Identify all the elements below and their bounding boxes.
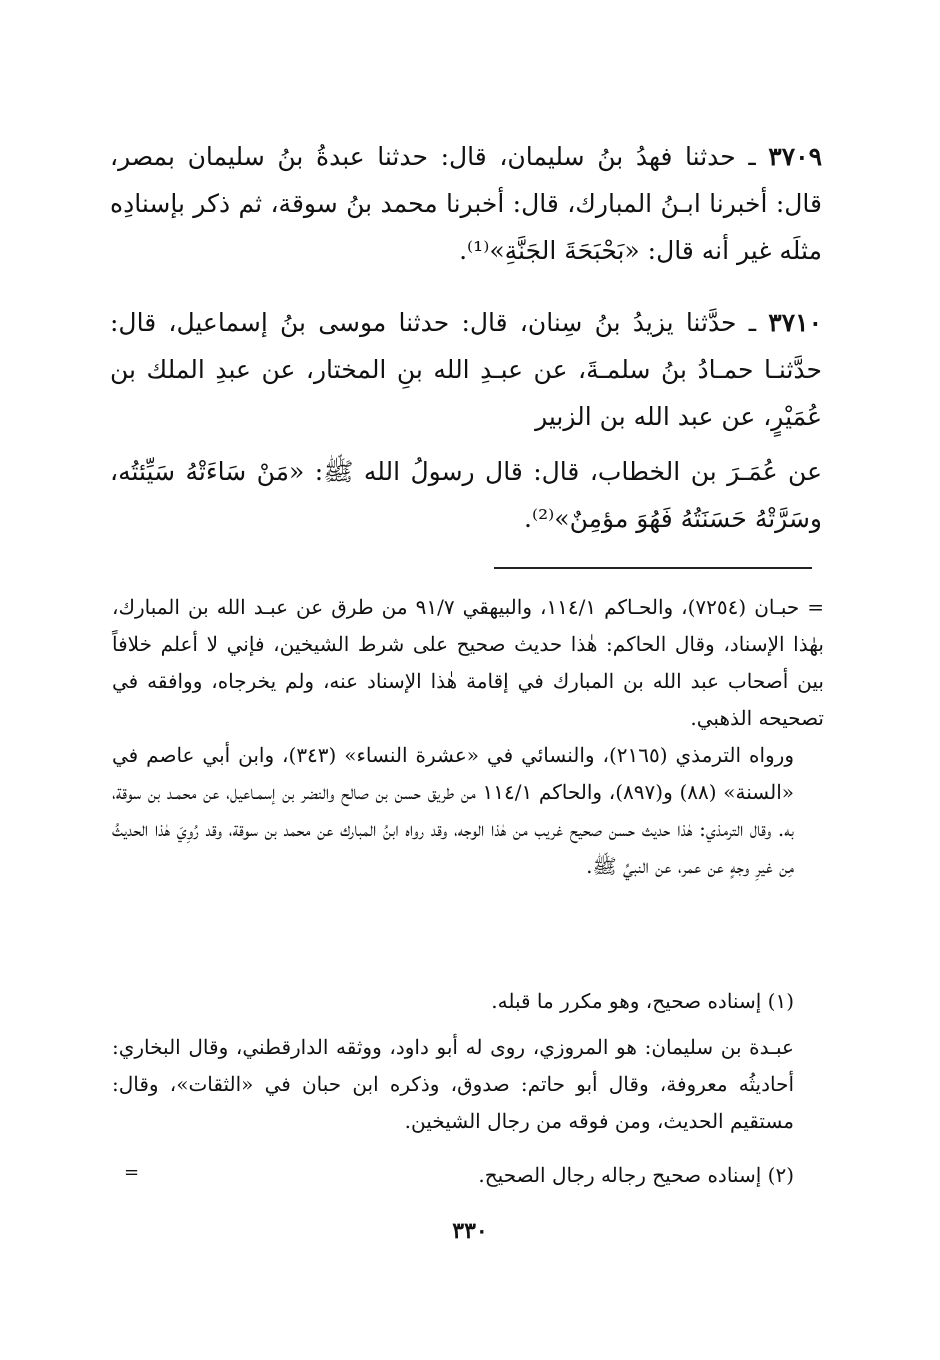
footnote-2-heading: (٢) إسناده صحيح رجاله رجال الصحيح.: [478, 1163, 794, 1187]
footnote-paragraph: ورواه الترمذي (٢١٦٥)، والنسائي في «عشرة النساء» (٣٤٣)، وابن أبي عاصم في «السنة» (٨٨) و(٨٩٧)، والحاكم ١١٤/١ من طريق حسن بن صالح والنضر بن إسمـاعيل، عن محمـد بن سوقة، به. وقال الترمذي: هٰذا حديث حسن صحيح غريب من هٰذا الوجه، وقد رواه ابنُ المبارك عن محمد بن سوقة، وقد رُوِيَ هٰذا الحديثُ مِن غيرِ وجهٍ عن عمر، عن النبيِّ ﷺ.: [112, 743, 794, 878]
page-number: ٣٣٠: [452, 1218, 488, 1244]
hadith-3709: [110, 133, 822, 274]
footnote-1-body: [112, 1029, 824, 1140]
footnote-continuation: [112, 589, 824, 737]
footnote-divider: [494, 567, 812, 569]
hadith-3710-matn: عن عُمَـرَ بن الخطاب، قال: قال رسولُ الله ﷺ: «مَنْ سَاءَتْهُ سَيِّئتُه، وسَرَّتْهُ حَسَنَتُهُ فَهُوَ مؤمِنٌ»⁽²⁾.: [110, 457, 822, 533]
footnote-continuation-2: [112, 737, 824, 885]
footnote-1: [112, 983, 824, 1020]
footnote-paragraph: عبـدة بن سليمان: هو المروزي، روى له أبو داود، ووثقه الدارقطني، وقال البخاري: أحاديثُه معروفة، وقال أبو حاتم: صدوق، وذكره ابن حبان في «الثقات»، وقال: مستقيم الحديث، ومن فوقه من رجال الشيخين.: [112, 1035, 794, 1133]
footnote-1-heading: (١) إسناده صحيح، وهو مكرر ما قبله.: [491, 989, 794, 1013]
hadith-text: ـ حدثنا فهدُ بنُ سليمان، قال: حدثنا عبدةُ بنُ سليمان بمصر، قال: أخبرنا ابـنُ المبارك، قال: أخبرنا محمد بنُ سوقة، ثم ذكر بإسنادِه مثلَه غير أنه قال: «بَحْبَحَةَ الجَنَّةِ»⁽¹⁾.: [110, 142, 822, 265]
footnote-paragraph: = حبـان (٧٢٥٤)، والحـاكم ١١٤/١، والبيهقي ٩١/٧ من طرق عن عبـد الله بن المبارك، بهٰذا الإسناد، وقال الحاكم: هٰذا حديث صحيح على شرط الشيخين، فإني لا أعلم خلافاً بين أصحاب عبد الله بن المبارك في إقامة هٰذا الإسناد عنه، ولم يخرجاه، ووافقه في تصحيحه الذهبي.: [112, 595, 824, 730]
footnote-2: [112, 1157, 824, 1194]
continuation-mark: =: [124, 1162, 140, 1183]
hadith-number: ٣٧١٠: [768, 308, 822, 337]
hadith-3710: [110, 299, 822, 440]
hadith-number: ٣٧٠٩: [768, 142, 822, 171]
hadith-text: ـ حدَّثنا يزيدُ بنُ سِنان، قال: حدثنا موسى بنُ إسماعيل، قال: حدَّثنـا حمـادُ بنُ سلمـةَ، عن عبـدِ الله بنِ المختار، عن عبدِ الملك بن عُمَيْرٍ، عن عبد الله بن الزبير: [110, 308, 822, 431]
